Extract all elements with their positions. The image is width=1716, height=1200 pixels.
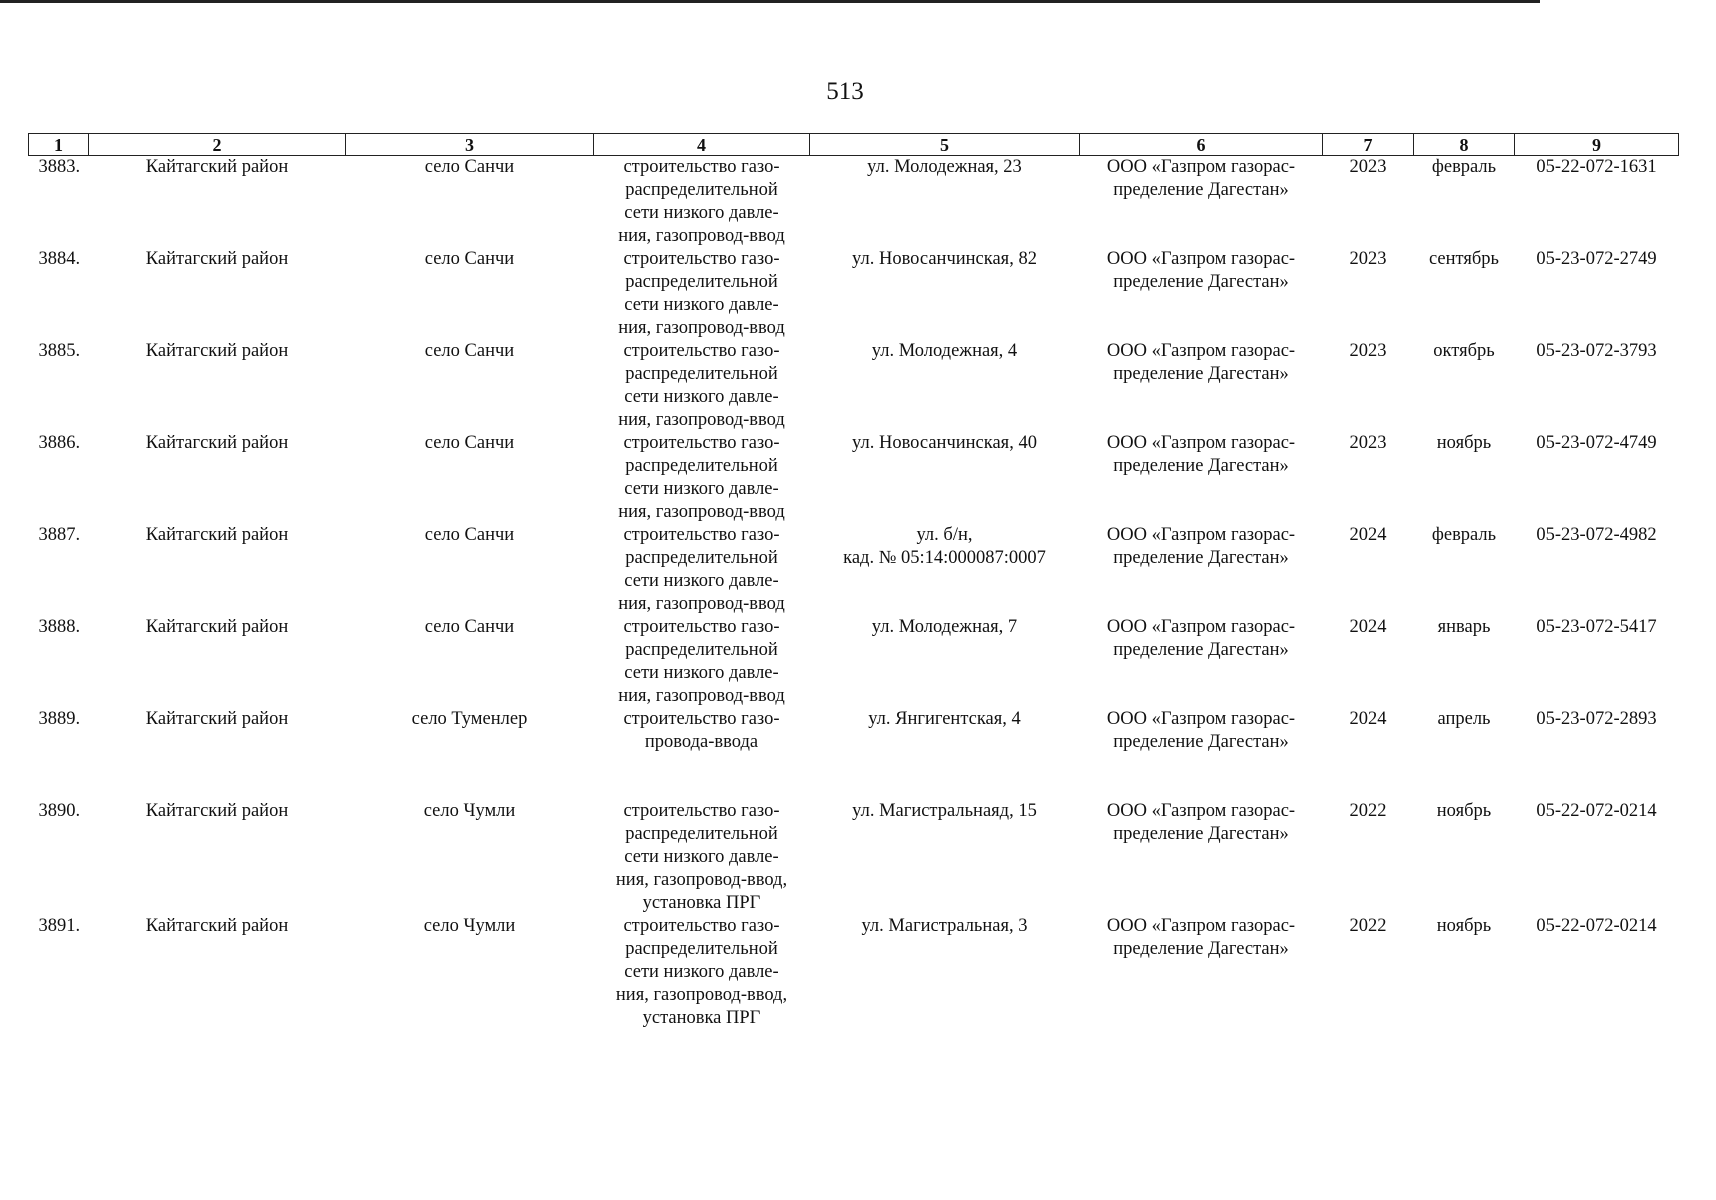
organization-cell-line: ООО «Газпром газорас- — [1106, 525, 1296, 545]
month-cell: апрель — [1437, 709, 1491, 729]
work-cell — [594, 708, 810, 800]
address-cell — [810, 432, 1080, 524]
organization-cell — [1080, 616, 1323, 708]
row-number: 3887. — [38, 525, 81, 545]
year-cell: 2023 — [1349, 157, 1387, 177]
address-cell-line: ул. Новосанчинская, 82 — [852, 249, 1037, 269]
year-cell: 2023 — [1349, 341, 1387, 361]
organization-cell-line: ООО «Газпром газорас- — [1106, 157, 1296, 177]
organization-cell-line: пределение Дагестан» — [1113, 939, 1289, 959]
district-cell: Кайтагский район — [145, 617, 289, 637]
organization-cell — [1080, 432, 1323, 524]
work-cell-line: распределительной — [625, 180, 778, 200]
year-cell: 2024 — [1349, 617, 1387, 637]
work-cell-line: ния, газопровод-ввод — [618, 226, 785, 246]
work-cell-line: установка ПРГ — [642, 1008, 761, 1028]
address-cell — [810, 800, 1080, 915]
work-cell-line: строительство газо- — [623, 709, 780, 729]
address-cell — [810, 248, 1080, 340]
work-cell-line: распределительной — [625, 640, 778, 660]
year-cell: 2023 — [1349, 433, 1387, 453]
organization-cell-line: ООО «Газпром газорас- — [1106, 249, 1296, 269]
district-cell: Кайтагский район — [145, 341, 289, 361]
work-cell-line: строительство газо- — [623, 525, 780, 545]
header-row — [29, 134, 1679, 156]
work-cell-line: строительство газо- — [623, 157, 780, 177]
organization-cell — [1080, 156, 1323, 249]
address-cell-line: ул. Янгигентская, 4 — [868, 709, 1021, 729]
top-rule — [0, 0, 1540, 3]
work-cell-line: распределительной — [625, 824, 778, 844]
work-cell — [594, 248, 810, 340]
settlement-cell: село Туменлер — [411, 709, 528, 729]
year-cell: 2024 — [1349, 525, 1387, 545]
work-cell-line: строительство газо- — [623, 433, 780, 453]
work-cell-line: провода-ввода — [644, 732, 759, 752]
code-cell: 05-23-072-4982 — [1536, 525, 1657, 545]
organization-cell — [1080, 248, 1323, 340]
table-row — [29, 156, 1679, 249]
work-cell-line: ния, газопровод-ввод — [618, 686, 785, 706]
address-cell-line: ул. Молодежная, 4 — [871, 341, 1018, 361]
address-cell-line: кад. № 05:14:000087:0007 — [843, 548, 1046, 568]
organization-cell — [1080, 340, 1323, 432]
work-cell-line: сети низкого давле- — [624, 571, 779, 591]
work-cell-line: ния, газопровод-ввод — [618, 594, 785, 614]
work-cell — [594, 156, 810, 249]
organization-cell-line: ООО «Газпром газорас- — [1106, 801, 1296, 821]
district-cell: Кайтагский район — [145, 157, 289, 177]
code-cell: 05-22-072-0214 — [1536, 801, 1657, 821]
work-cell-line: сети низкого давле- — [624, 479, 779, 499]
work-cell-line: ния, газопровод-ввод — [618, 502, 785, 522]
organization-cell-line: ООО «Газпром газорас- — [1106, 916, 1296, 936]
work-cell — [594, 800, 810, 915]
work-cell-line: строительство газо- — [623, 249, 780, 269]
district-cell: Кайтагский район — [145, 709, 289, 729]
work-cell-line: установка ПРГ — [642, 893, 761, 913]
page-number: 513 — [826, 78, 864, 105]
address-cell — [810, 616, 1080, 708]
work-cell-line: строительство газо- — [623, 341, 780, 361]
table-row — [29, 616, 1679, 708]
table-row — [29, 800, 1679, 915]
work-cell — [594, 915, 810, 1030]
column-header: 9 — [1515, 134, 1679, 156]
organization-cell-line: пределение Дагестан» — [1113, 180, 1289, 200]
address-cell — [810, 156, 1080, 249]
organization-cell-line: пределение Дагестан» — [1113, 732, 1289, 752]
work-cell-line: ния, газопровод-ввод, — [615, 985, 788, 1005]
settlement-cell: село Чумли — [423, 916, 516, 936]
month-cell: февраль — [1431, 525, 1497, 545]
organization-cell-line: пределение Дагестан» — [1113, 272, 1289, 292]
district-cell: Кайтагский район — [145, 801, 289, 821]
organization-cell — [1080, 800, 1323, 915]
column-header: 2 — [89, 134, 346, 156]
organization-cell-line: пределение Дагестан» — [1113, 824, 1289, 844]
table-row — [29, 340, 1679, 432]
work-cell-line: сети низкого давле- — [624, 295, 779, 315]
settlement-cell: село Чумли — [423, 801, 516, 821]
settlement-cell: село Санчи — [424, 157, 515, 177]
work-cell-line: распределительной — [625, 548, 778, 568]
address-cell — [810, 708, 1080, 800]
code-cell: 05-23-072-3793 — [1536, 341, 1657, 361]
table-row — [29, 915, 1679, 1030]
code-cell: 05-22-072-1631 — [1536, 157, 1657, 177]
row-number: 3885. — [38, 341, 81, 361]
work-cell-line: распределительной — [625, 272, 778, 292]
row-number: 3888. — [38, 617, 81, 637]
address-cell-line: ул. б/н, — [916, 525, 973, 545]
address-cell-line: ул. Молодежная, 23 — [867, 157, 1022, 177]
table-row — [29, 248, 1679, 340]
code-cell: 05-22-072-0214 — [1536, 916, 1657, 936]
column-header: 4 — [594, 134, 810, 156]
organization-cell-line: пределение Дагестан» — [1113, 640, 1289, 660]
work-cell — [594, 432, 810, 524]
column-header: 1 — [29, 134, 89, 156]
address-cell-line: ул. Магистральнаяд, 15 — [852, 801, 1037, 821]
work-cell-line: сети низкого давле- — [624, 847, 779, 867]
work-cell-line: строительство газо- — [623, 916, 780, 936]
month-cell: ноябрь — [1436, 433, 1492, 453]
table-body — [29, 156, 1679, 1031]
work-cell-line: ния, газопровод-ввод — [618, 410, 785, 430]
district-cell: Кайтагский район — [145, 249, 289, 269]
year-cell: 2024 — [1349, 709, 1387, 729]
row-number: 3891. — [38, 916, 81, 936]
table-row — [29, 708, 1679, 800]
work-cell-line: распределительной — [625, 364, 778, 384]
district-cell: Кайтагский район — [145, 525, 289, 545]
organization-cell-line: пределение Дагестан» — [1113, 548, 1289, 568]
column-header: 7 — [1323, 134, 1414, 156]
code-cell: 05-23-072-5417 — [1536, 617, 1657, 637]
work-cell-line: строительство газо- — [623, 801, 780, 821]
column-header: 3 — [346, 134, 594, 156]
address-cell — [810, 524, 1080, 616]
month-cell: октябрь — [1433, 341, 1495, 361]
work-cell — [594, 616, 810, 708]
settlement-cell: село Санчи — [424, 617, 515, 637]
work-cell-line: ния, газопровод-ввод — [618, 318, 785, 338]
work-cell — [594, 340, 810, 432]
organization-cell-line: ООО «Газпром газорас- — [1106, 709, 1296, 729]
work-cell-line: сети низкого давле- — [624, 962, 779, 982]
settlement-cell: село Санчи — [424, 341, 515, 361]
work-cell-line: распределительной — [625, 456, 778, 476]
month-cell: ноябрь — [1436, 801, 1492, 821]
month-cell: январь — [1437, 617, 1491, 637]
address-cell-line: ул. Новосанчинская, 40 — [852, 433, 1037, 453]
month-cell: сентябрь — [1429, 249, 1499, 269]
district-cell: Кайтагский район — [145, 433, 289, 453]
column-header: 6 — [1080, 134, 1323, 156]
settlement-cell: село Санчи — [424, 433, 515, 453]
year-cell: 2022 — [1349, 916, 1387, 936]
row-number: 3889. — [38, 709, 81, 729]
address-cell — [810, 915, 1080, 1030]
organization-cell-line: пределение Дагестан» — [1113, 364, 1289, 384]
address-cell — [810, 340, 1080, 432]
code-cell: 05-23-072-2893 — [1536, 709, 1657, 729]
row-number: 3890. — [38, 801, 81, 821]
organization-cell-line: ООО «Газпром газорас- — [1106, 341, 1296, 361]
month-cell: февраль — [1431, 157, 1497, 177]
row-number: 3883. — [38, 157, 81, 177]
settlement-cell: село Санчи — [424, 249, 515, 269]
table-row — [29, 432, 1679, 524]
year-cell: 2022 — [1349, 801, 1387, 821]
district-cell: Кайтагский район — [145, 916, 289, 936]
organization-cell-line: пределение Дагестан» — [1113, 456, 1289, 476]
work-cell-line: сети низкого давле- — [624, 387, 779, 407]
year-cell: 2023 — [1349, 249, 1387, 269]
organization-cell — [1080, 524, 1323, 616]
column-header: 8 — [1414, 134, 1515, 156]
code-cell: 05-23-072-4749 — [1536, 433, 1657, 453]
registry-table — [28, 133, 1679, 1030]
address-cell-line: ул. Молодежная, 7 — [871, 617, 1018, 637]
row-number: 3886. — [38, 433, 81, 453]
work-cell-line: строительство газо- — [623, 617, 780, 637]
work-cell-line: сети низкого давле- — [624, 203, 779, 223]
organization-cell — [1080, 708, 1323, 800]
table-row — [29, 524, 1679, 616]
month-cell: ноябрь — [1436, 916, 1492, 936]
code-cell: 05-23-072-2749 — [1536, 249, 1657, 269]
work-cell-line: распределительной — [625, 939, 778, 959]
address-cell-line: ул. Магистральная, 3 — [861, 916, 1028, 936]
work-cell — [594, 524, 810, 616]
work-cell-line: ния, газопровод-ввод, — [615, 870, 788, 890]
organization-cell — [1080, 915, 1323, 1030]
column-header: 5 — [810, 134, 1080, 156]
organization-cell-line: ООО «Газпром газорас- — [1106, 617, 1296, 637]
settlement-cell: село Санчи — [424, 525, 515, 545]
organization-cell-line: ООО «Газпром газорас- — [1106, 433, 1296, 453]
row-number: 3884. — [38, 249, 81, 269]
work-cell-line: сети низкого давле- — [624, 663, 779, 683]
